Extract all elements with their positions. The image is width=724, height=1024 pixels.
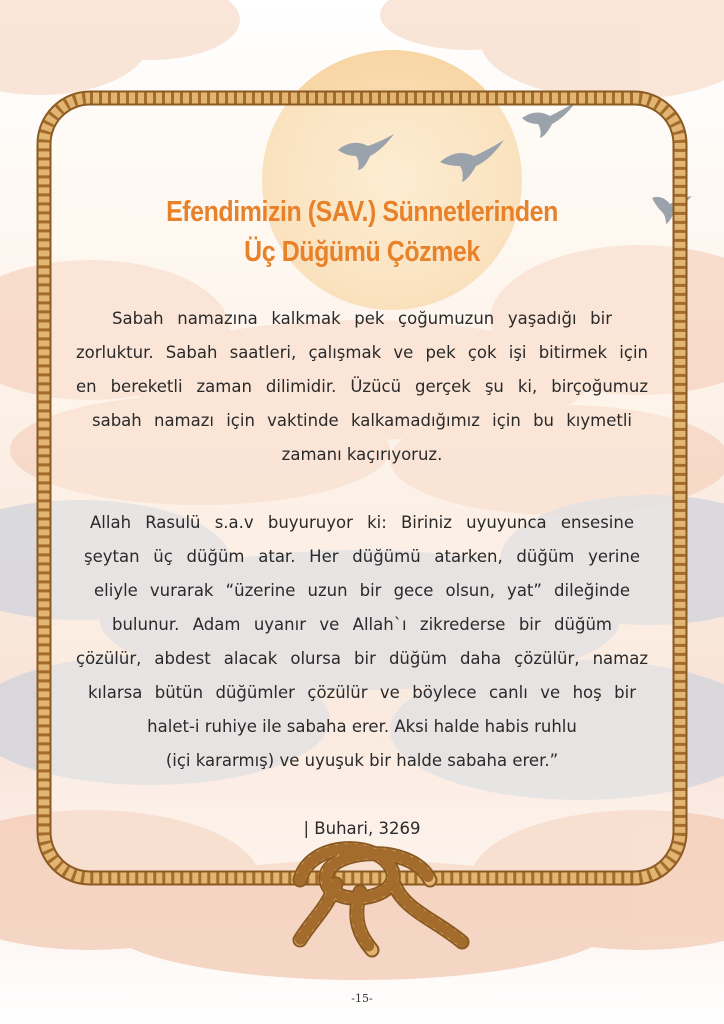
intro-paragraph <box>76 302 648 472</box>
paragraph-line: kılarsa bütün düğümler çözülür ve böylece canlı ve hoş bir <box>88 683 636 702</box>
title-line-1: Efendimizin (SAV.) Sünnetlerinden <box>166 196 558 228</box>
paragraph-line: sabah namazı için vaktinde kalkamadığımız için bu kıymetli <box>92 411 632 430</box>
paragraph-line: Sabah namazına kalkmak pek çoğumuzun yaşadığı bir <box>112 309 612 328</box>
paragraph-line: Allah Rasulü s.a.v buyuruyor ki: Biriniz uyuyunca ensesine <box>90 513 634 532</box>
paragraph-line: eliyle vurarak “üzerine uzun bir gece olsun, yat” dileğinde <box>94 581 630 600</box>
page-number: -15- <box>351 992 373 1005</box>
paragraph-line: halet-i ruhiye ile sabaha erer. Aksi halde habis ruhlu <box>147 717 577 736</box>
paragraph-line: zamanı kaçırıyoruz. <box>281 445 443 464</box>
paragraph-line: bulunur. Adam uyanır ve Allah`ı zikrederse bir düğüm <box>112 615 612 634</box>
title-line-2: Üç Düğümü Çözmek <box>244 236 480 268</box>
paragraph-line: çözülür, abdest alacak olursa bir düğüm daha çözülür, namaz <box>76 649 648 668</box>
page-title <box>102 192 621 272</box>
paragraph-line: zorluktur. Sabah saatleri, çalışmak ve pek çok işi bitirmek için <box>76 343 648 362</box>
paragraph-line: en bereketli zaman dilimidir. Üzücü gerçek şu ki, birçoğumuz <box>76 377 648 396</box>
paragraph-line: şeytan üç düğüm atar. Her düğümü atarken, düğüm yerine <box>84 547 640 566</box>
hadith-source: | Buhari, 3269 <box>303 819 421 838</box>
hadith-paragraph <box>76 506 648 778</box>
paragraph-line: (içi kararmış) ve uyuşuk bir halde sabaha erer.” <box>165 751 559 770</box>
